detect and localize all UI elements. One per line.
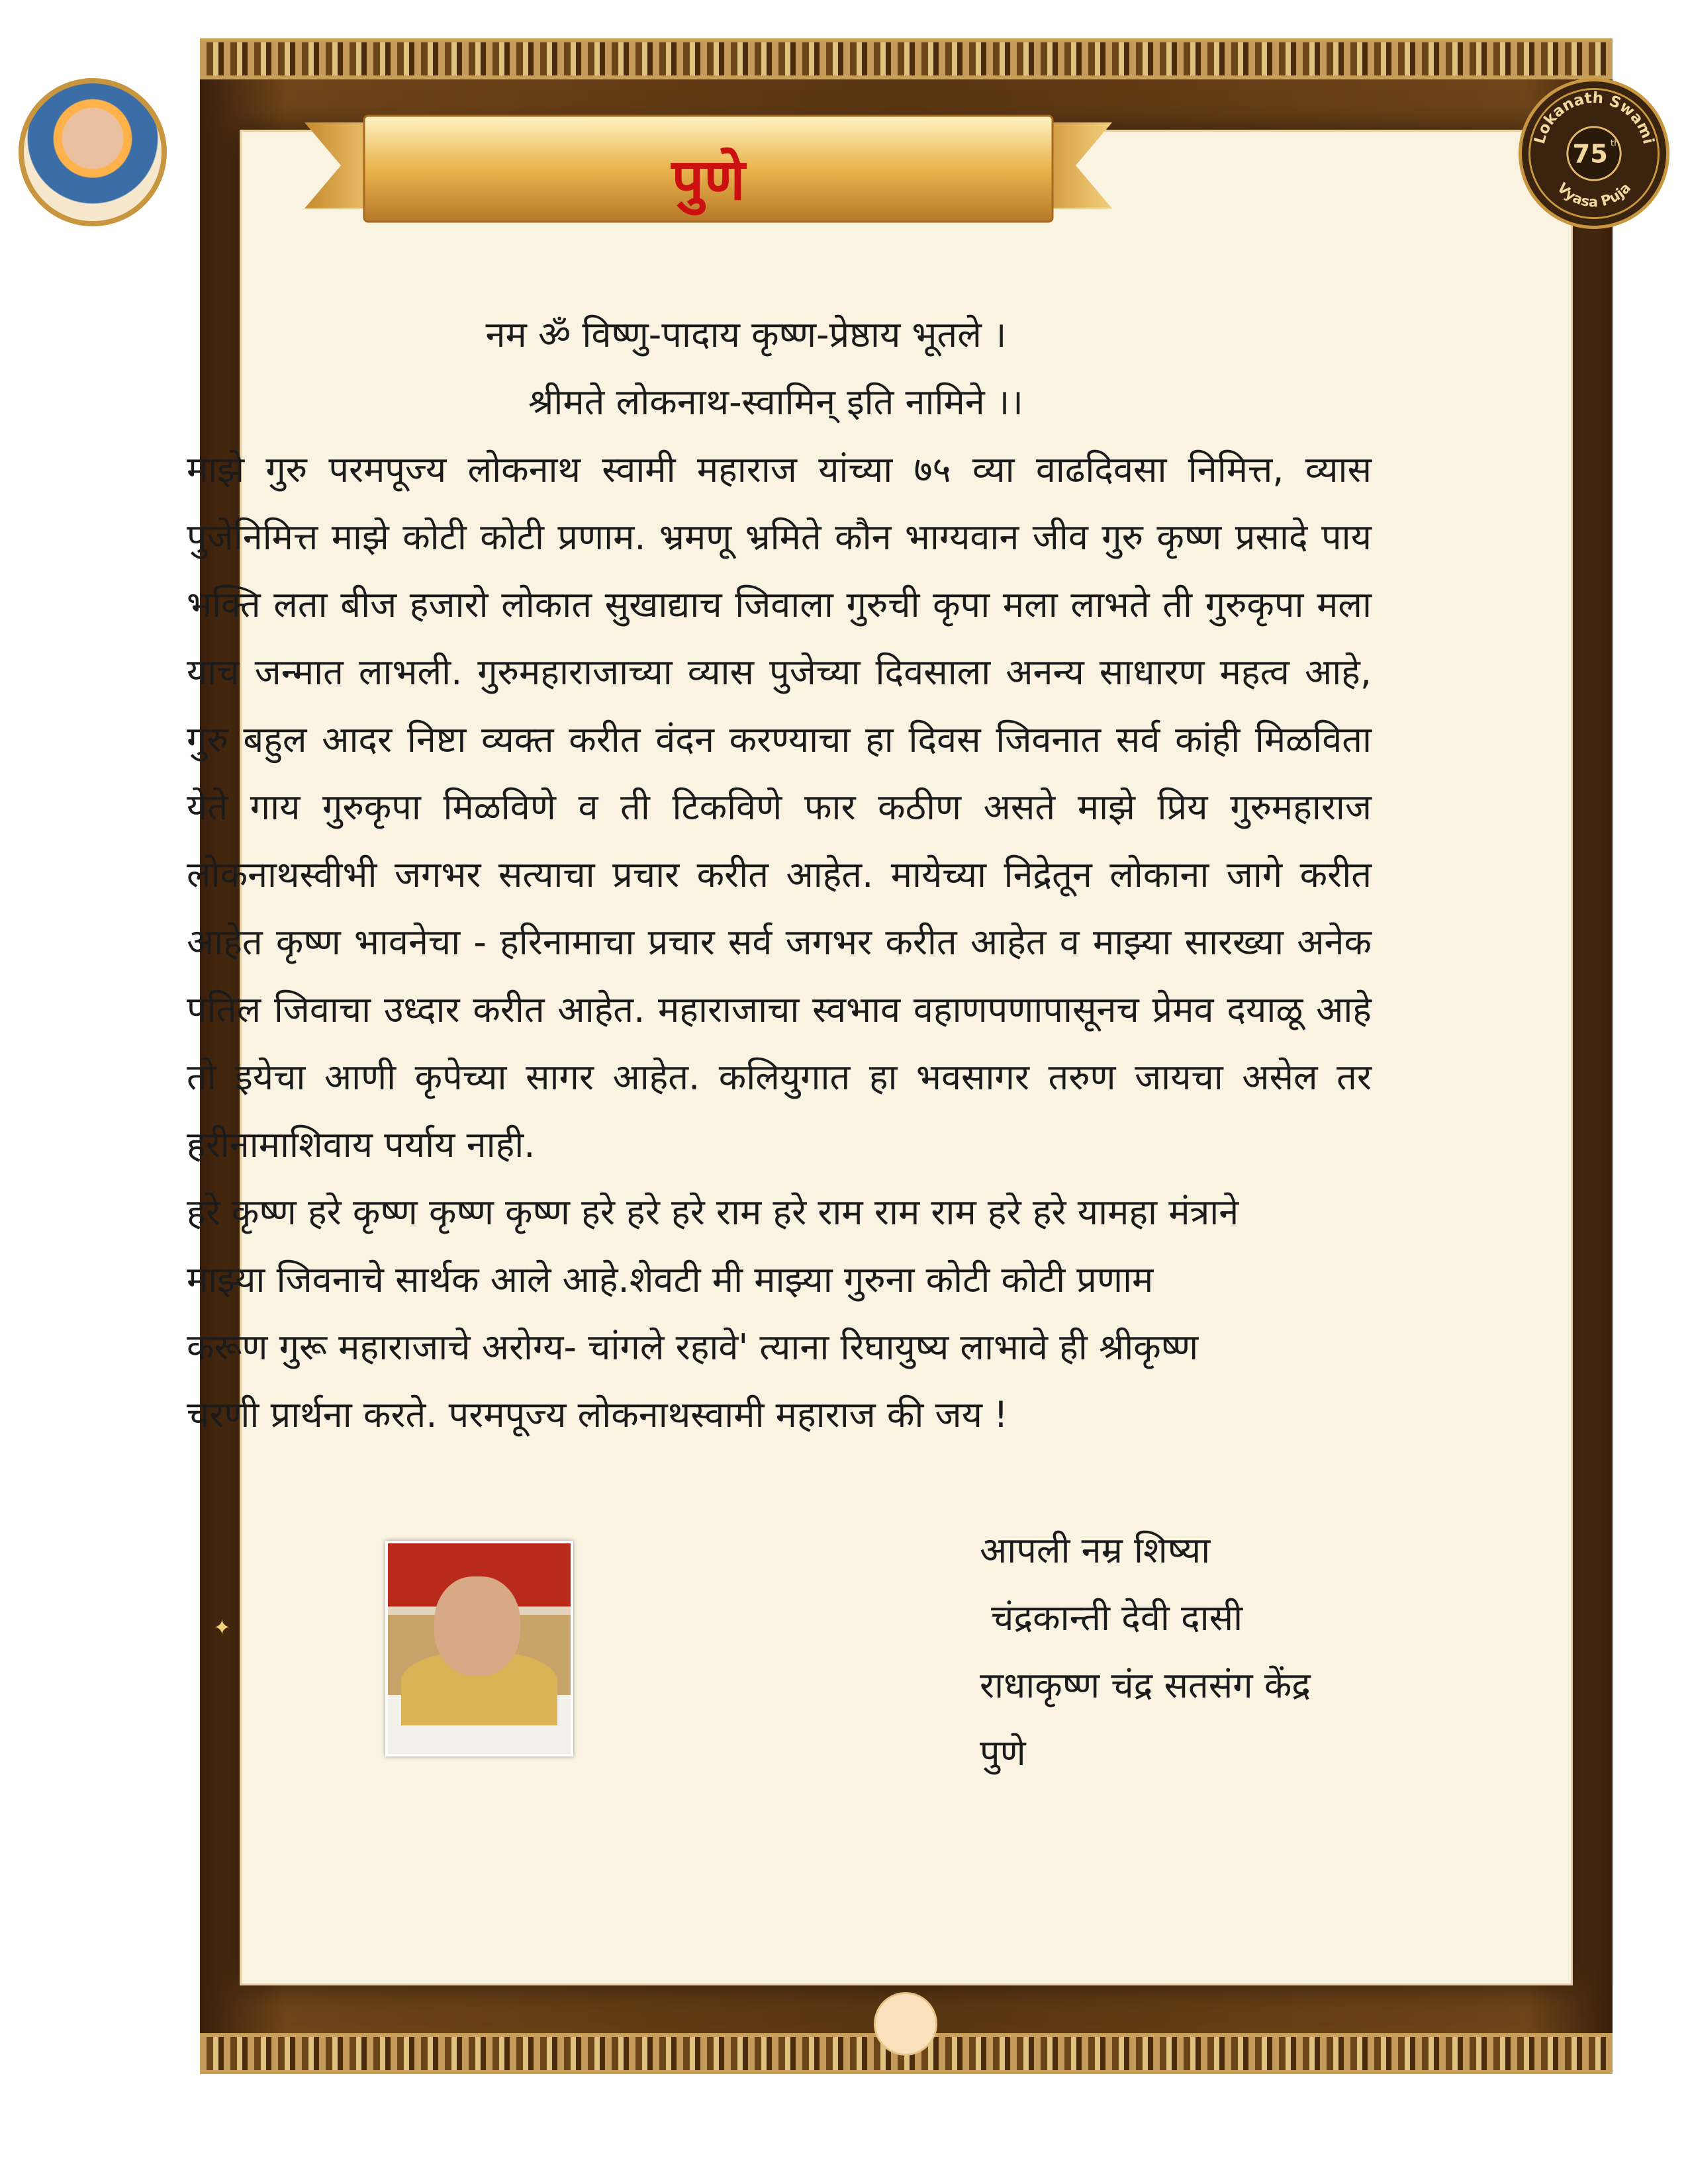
paragraph-1: माझे गुरु परमपूज्य लोकनाथ स्वामी महाराज यांच्या ७५ व्या वाढदिवसा निमित्त, व्यास पुजेनिमित्त माझे कोटी कोटी प्रणाम. भ्रमणू भ्रमिते कौन भाग्यवान जीव गुरु कृष्ण प्रसादे पाय भक्ति लता बीज हजारो लोकात सुखाद्याच जिवाला गुरुची कृपा मला लाभते ती गुरुकृपा मला याच जन्मात लाभली. गुरुमहाराजाच्या व्यास पुजेच्या दिवसाला अनन्य साधारण महत्व आहे, गुरु बहुल आदर निष्टा व्यक्त करीत वंदन करण्याचा हा दिवस जिवनात सर्व कांही मिळविता येते गाय गुरुकृपा मिळविणे व ती टिकविणे फार कठीण असते माझे प्रिय गुरुमहाराज लोकनाथस्वीभी जगभर सत्याचा प्रचार करीत आहेत. मायेच्या निद्रेतून लोकाना जागे करीत आहेत कृष्ण भावनेचा - हरिनामाचा प्रचार सर्व जगभर करीत आहेत व माझ्या सारख्या अनेक पतिल जिवाचा उध्दार करीत आहेत. महाराजाचा स्वभाव वहाणपणापासूनच प्रेमव दयाळू आहे तो इयेचा आणी कृपेच्या सागर आहेत. कलियुगात हा भवसागर तरुण जायचा असेल तर हरीनामाशिवाय पर्याय नाही. [187, 449, 1372, 1165]
seal-brand-text: Lokanath Swami [1531, 89, 1657, 146]
signature-line-1: आपली नम्र शिष्या [980, 1529, 1211, 1571]
seal-number-suffix: th [1610, 138, 1620, 149]
title-ribbon [291, 76, 1125, 235]
top-pattern-band [200, 38, 1613, 79]
signature-city: पुणे [980, 1732, 1026, 1774]
disciple-photo [385, 1541, 573, 1756]
sparkle-icon: ✦ [213, 1615, 231, 1640]
signature-organization: राधाकृष्ण चंद्र सतसंग केंद्र [980, 1664, 1311, 1706]
seal-number: 75 [1572, 140, 1608, 169]
verse-line-2: श्रीमते लोकनाथ-स्वामिन् इति नामिने ।। [528, 381, 1023, 423]
letter-body [187, 301, 1477, 1449]
signature-name: चंद्रकान्ती देवी दासी [980, 1597, 1243, 1639]
seal-event-text: Vyasa Puja [1554, 179, 1634, 210]
bottom-ornament [874, 1992, 937, 2056]
svg-text:Vyasa Puja [1554, 179, 1634, 210]
paragraph-2: हरे कृष्ण हरे कृष्ण कृष्ण कृष्ण हरे हरे हरे राम हरे राम राम राम हरे हरे यामहा मंत्राने माझ्या जिवनाचे सार्थक आले आहे.शेवटी मी माझ्या गुरुना कोटी कोटी प्रणाम करूण गुरू महाराजाचे अरोग्य- चांगले रहावे' त्याना रिघायुष्य लाभावे ही श्रीकृष्ण चरणी प्रार्थना करते. परमपूज्य लोकनाथस्वामी महाराज की जय ! [187, 1191, 1239, 1435]
page-title: पुणे [671, 147, 745, 213]
vyasa-puja-75-seal [1519, 78, 1669, 229]
guru-portrait [19, 78, 167, 226]
signature-block [980, 1517, 1311, 1787]
verse-line-1: नम ॐ विष्णु-पादाय कृष्ण-प्रेष्ठाय भूतले । [485, 314, 1007, 355]
